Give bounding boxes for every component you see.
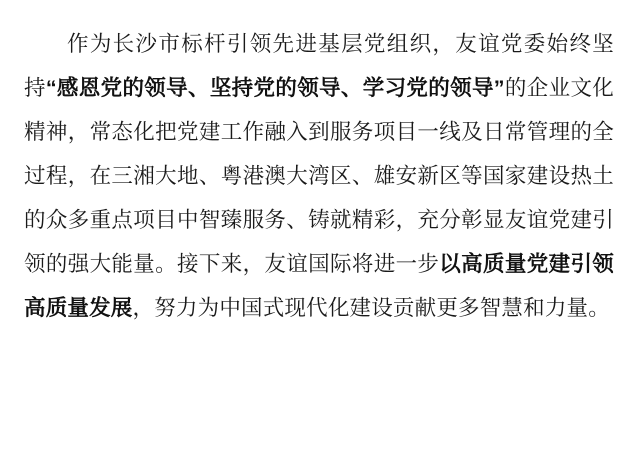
- body-text: 的企业文化精神，常态化把党建工作融入到服务项目一线及日常管理的全过程，在三湘大地、粤港澳大湾区、雄安新区等国家建设热土的众多重点项目中智臻服务、铸就精彩，充分彰显友谊党建引领的强大能量。接下来，友谊国际将进一步: [24, 76, 614, 276]
- body-paragraph: [24, 22, 614, 330]
- emphasized-text: 以高质量党建引领高质量发展: [24, 252, 614, 320]
- emphasized-text: “感恩党的领导、坚持党的领导、学习党的领导”: [45, 76, 505, 100]
- body-text: ，努力为中国式现代化建设贡献更多智慧和力量。: [132, 296, 610, 320]
- body-text: 作为长沙市标杆引领先进基层党组织，友谊党委始终坚持: [24, 32, 614, 100]
